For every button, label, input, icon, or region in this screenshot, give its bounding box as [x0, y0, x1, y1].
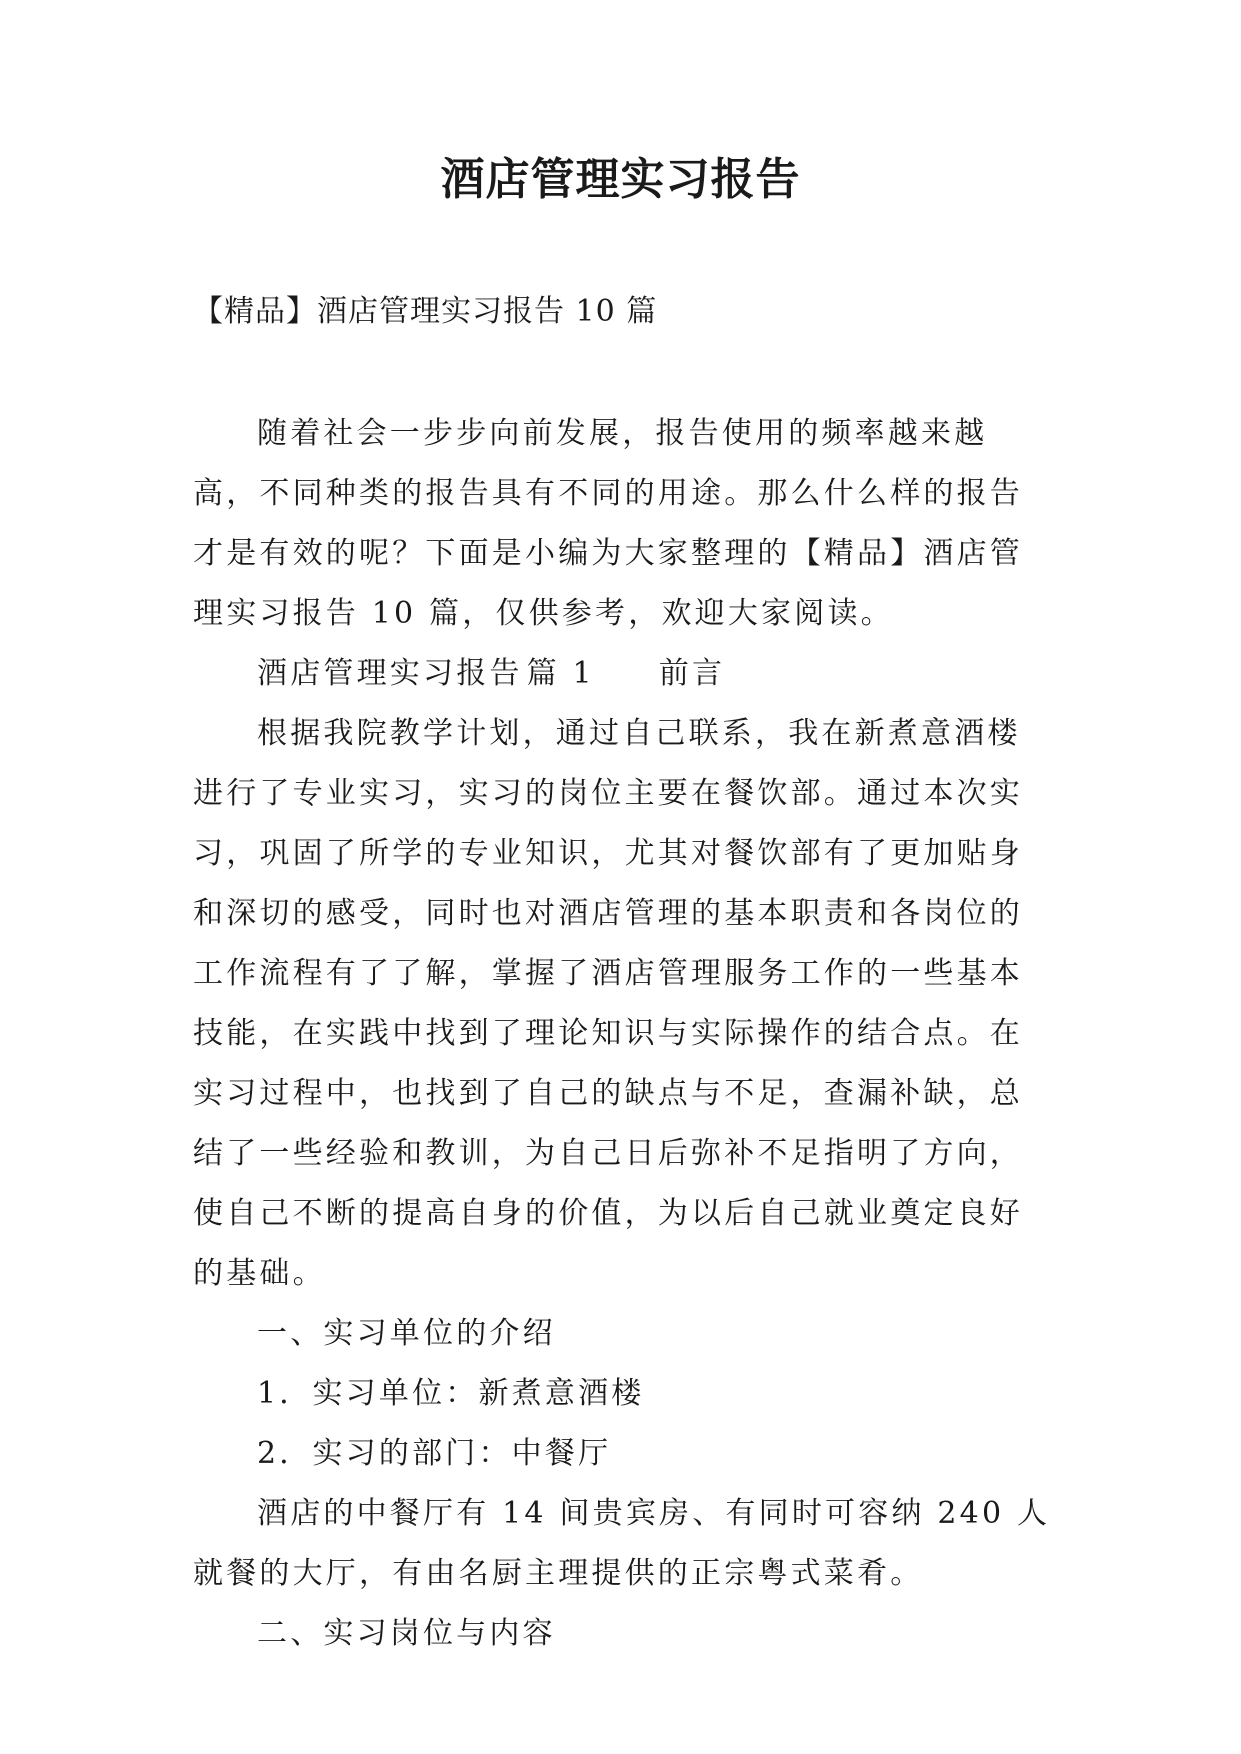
document-title: 酒店管理实习报告 — [440, 154, 801, 205]
section-heading-1: 一、实习单位的介绍 — [257, 1316, 556, 1351]
document-body — [193, 404, 1053, 1664]
preface-paragraph: 根据我院教学计划，通过自己联系，我在新煮意酒楼进行了专业实习，实习的岗位主要在餐饮部。通过本次实习，巩固了所学的专业知识，尤其对餐饮部有了更加贴身和深切的感受，同时也对酒店管理的基本职责和各岗位的工作流程有了了解，掌握了酒店管理服务工作的一些基本技能，在实践中找到了理论知识与实际操作的结合点。在实习过程中，也找到了自己的缺点与不足，查漏补缺，总结了一些经验和教训，为自己日后弥补不足指明了方向，使自己不断的提高自身的价值，为以后自己就业奠定良好的基础。 — [193, 716, 1023, 1291]
chapter-preface: 前言 — [658, 656, 726, 691]
document-subtitle: 【精品】酒店管理实习报告 10 篇 — [193, 294, 658, 329]
section-item-2: 2．实习的部门：中餐厅 — [257, 1436, 612, 1471]
section-heading-2: 二、实习岗位与内容 — [257, 1616, 556, 1651]
chapter-number: 篇 1 — [526, 656, 595, 691]
chapter-heading — [193, 644, 1053, 704]
intro-paragraph: 随着社会一步步向前发展，报告使用的频率越来越高，不同种类的报告具有不同的用途。那么什么样的报告才是有效的呢？下面是小编为大家整理的【精品】酒店管理实习报告 10 篇，仅供参考，欢迎大家阅读。 — [193, 416, 1023, 631]
chapter-title: 酒店管理实习报告 — [257, 656, 523, 691]
section-item-1: 1．实习单位：新煮意酒楼 — [257, 1376, 645, 1411]
restaurant-paragraph: 酒店的中餐厅有 14 间贵宾房、有同时可容纳 240 人就餐的大厅，有由名厨主理提供的正宗粤式菜肴。 — [193, 1496, 1051, 1591]
